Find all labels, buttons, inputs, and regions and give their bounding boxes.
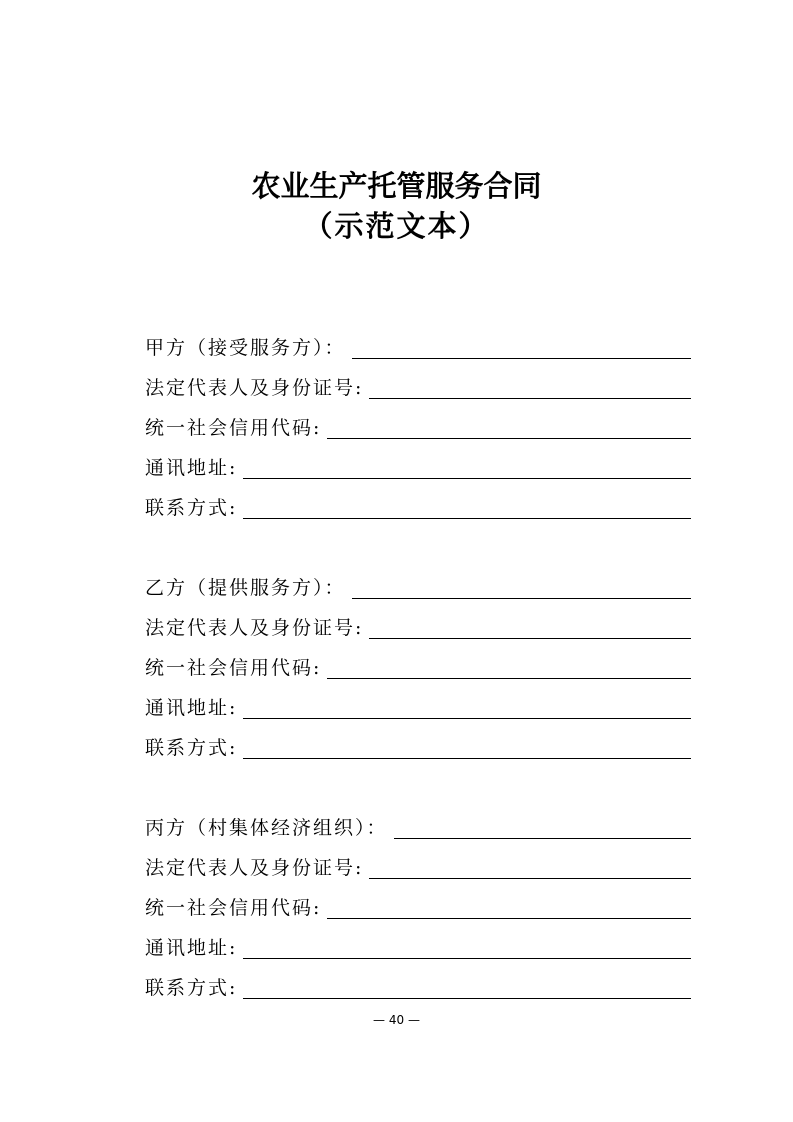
party-a-contact-blank[interactable] — [243, 518, 691, 519]
page-number: — 40 — — [373, 1013, 420, 1027]
party-c-address-label: 通讯地址: — [145, 937, 238, 959]
party-c-contact-field — [145, 974, 691, 1002]
party-b-credit-code-label: 统一社会信用代码: — [145, 657, 322, 679]
party-b-contact-field — [145, 734, 691, 762]
party-c-legal-rep-blank[interactable] — [369, 878, 691, 879]
party-c-contact-blank[interactable] — [243, 998, 691, 999]
party-c-legal-rep-field — [145, 854, 691, 882]
party-a-header-field — [145, 334, 691, 362]
party-c-contact-label: 联系方式: — [145, 977, 238, 999]
party-b-header-field — [145, 574, 691, 602]
party-b-name-blank[interactable] — [352, 598, 691, 599]
party-b-legal-rep-field — [145, 614, 691, 642]
party-b-contact-blank[interactable] — [243, 758, 691, 759]
party-a-header-label: 甲方（接受服务方）： — [145, 337, 346, 359]
party-c-credit-code-blank[interactable] — [327, 918, 691, 919]
party-a-address-blank[interactable] — [243, 478, 691, 479]
party-a-contact-label: 联系方式: — [145, 497, 238, 519]
party-b-address-blank[interactable] — [243, 718, 691, 719]
party-b-address-field — [145, 694, 691, 722]
party-b-address-label: 通讯地址: — [145, 697, 238, 719]
party-a-credit-code-field — [145, 414, 691, 442]
party-c-address-blank[interactable] — [243, 958, 691, 959]
party-c-credit-code-label: 统一社会信用代码: — [145, 897, 322, 919]
party-b-legal-rep-blank[interactable] — [369, 638, 691, 639]
party-a-credit-code-blank[interactable] — [327, 438, 691, 439]
party-c-header-field — [145, 814, 691, 842]
party-b-contact-label: 联系方式: — [145, 737, 238, 759]
party-c-name-blank[interactable] — [394, 838, 691, 839]
document-title: 农业生产托管服务合同 — [251, 169, 542, 203]
party-c-credit-code-field — [145, 894, 691, 922]
party-c-legal-rep-label: 法定代表人及身份证号: — [145, 857, 364, 879]
party-c-header-label: 丙方（村集体经济组织）： — [145, 817, 388, 839]
party-a-legal-rep-label: 法定代表人及身份证号: — [145, 377, 364, 399]
party-c-address-field — [145, 934, 691, 962]
document-subtitle: （示范文本） — [303, 209, 490, 243]
party-a-legal-rep-blank[interactable] — [369, 398, 691, 399]
party-b-credit-code-field — [145, 654, 691, 682]
party-a-address-field — [145, 454, 691, 482]
party-a-legal-rep-field — [145, 374, 691, 402]
party-a-credit-code-label: 统一社会信用代码: — [145, 417, 322, 439]
party-a-contact-field — [145, 494, 691, 522]
party-b-credit-code-blank[interactable] — [327, 678, 691, 679]
party-a-address-label: 通讯地址: — [145, 457, 238, 479]
party-b-legal-rep-label: 法定代表人及身份证号: — [145, 617, 364, 639]
party-a-name-blank[interactable] — [352, 358, 691, 359]
party-b-header-label: 乙方（提供服务方）： — [145, 577, 346, 599]
